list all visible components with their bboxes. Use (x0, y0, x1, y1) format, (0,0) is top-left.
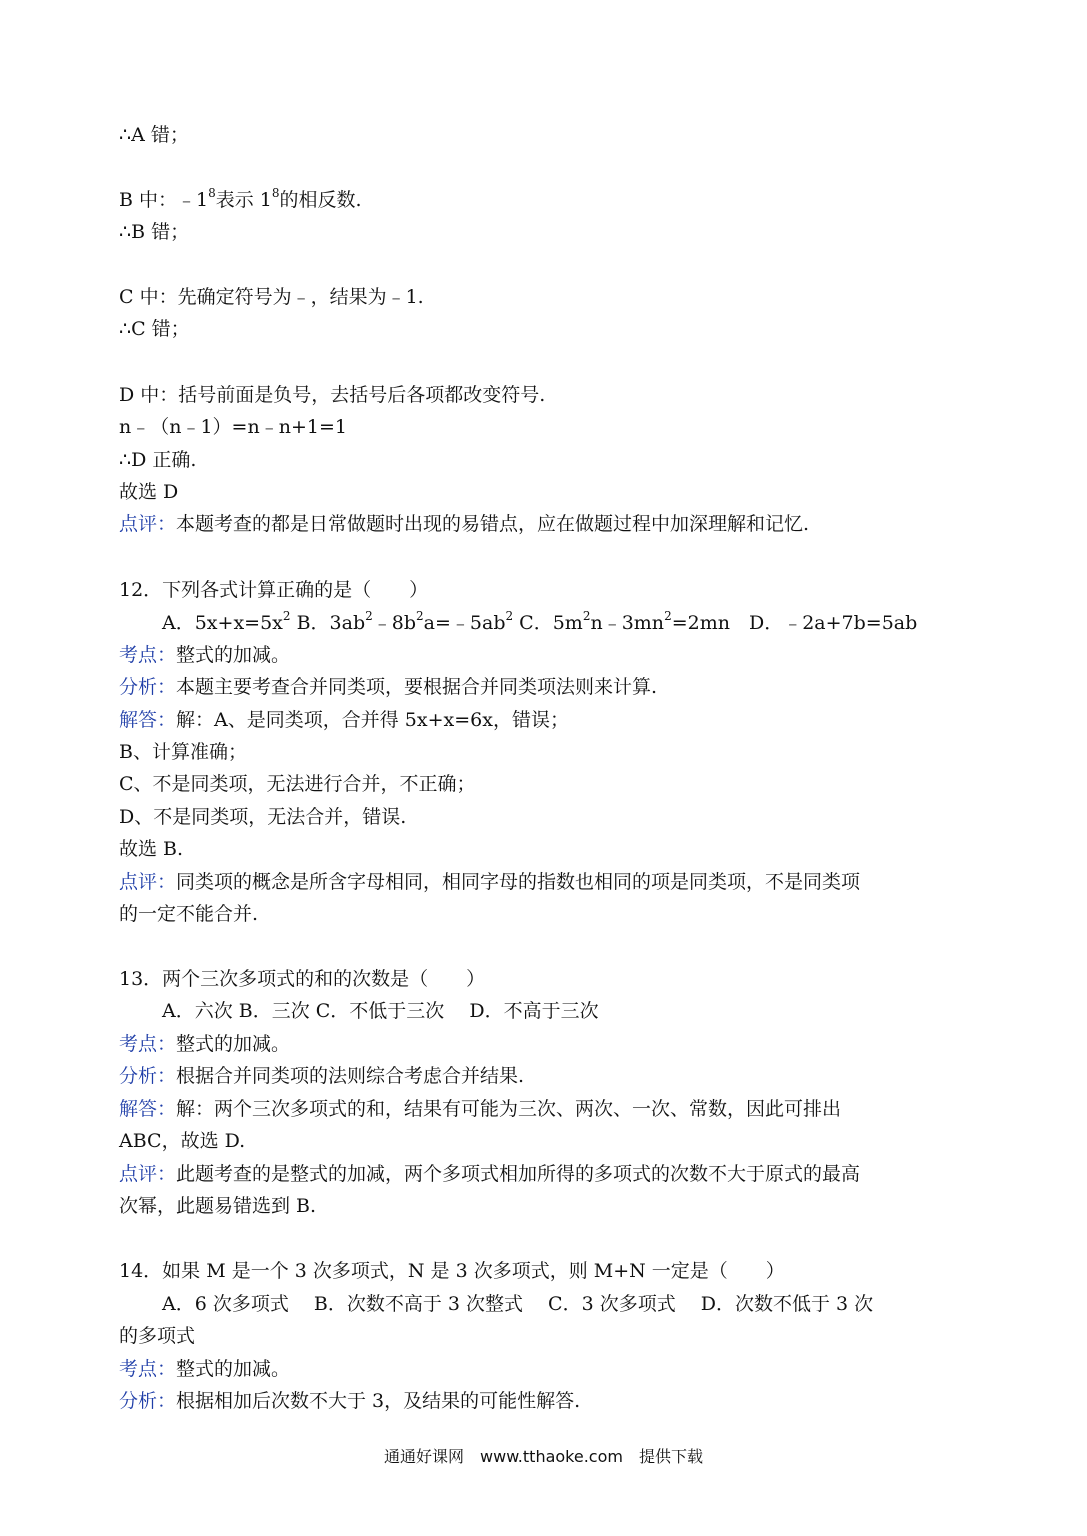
q13-comment-cont: 次幂，此题易错选到 B. (119, 1195, 317, 1217)
q13-stem: 13．两个三次多项式的和的次数是（ ） (119, 968, 486, 990)
q13-jieda: 解答：解：两个三次多项式的和，结果有可能为三次、两次、一次、常数，因此可排出 (119, 1098, 842, 1120)
q12-line-b: B、计算准确； (119, 741, 247, 763)
q11-d-calc: n﹣（n﹣1）=n﹣n+1=1 (119, 416, 347, 438)
q11-comment: 点评：本题考查的都是日常做题时出现的易错点，应在做题过程中加深理解和记忆. (119, 513, 810, 535)
q11-b-wrong: ∴B 错； (119, 221, 190, 243)
q13-fenxi: 分析：根据合并同类项的法则综合考虑合并结果. (119, 1065, 525, 1087)
q12-comment-cont: 的一定不能合并. (119, 903, 259, 925)
q12-options: A．$5x+x=5x^2$ B．$3ab^2﹣8b^2a=﹣5ab^2$ C．$5m^2n﹣3mn^2=2mn$ D．﹣2a+7b=5ab (162, 608, 918, 634)
q12-line-d: D、不是同类项，无法合并，错误. (119, 806, 407, 828)
q12-fenxi: 分析：本题主要考查合并同类项，要根据合并同类项法则来计算. (119, 676, 658, 698)
q13-options: A．六次 B．三次 C．不低于三次 D．不高于三次 (162, 1000, 599, 1022)
q12-line-c: C、不是同类项，无法进行合并，不正确； (119, 773, 476, 795)
q11-c-explain: C 中：先确定符号为﹣，结果为﹣1. (119, 286, 424, 308)
q11-a-wrong: ∴A 错； (119, 124, 189, 146)
q14-options-cont: 的多项式 (119, 1325, 196, 1347)
page-footer: 通通好课网 www.tthaoke.com 提供下载 (384, 1447, 703, 1466)
q12-kaodian: 考点：整式的加减。 (119, 644, 291, 666)
q14-options: A．6 次多项式 B．次数不高于 3 次整式 C．3 次多项式 D．次数不低于 3 次 (162, 1293, 874, 1315)
q12-jieda: 解答：解：A、是同类项，合并得 5x+x=6x，错误； (119, 709, 569, 731)
q14-fenxi: 分析：根据相加后次数不大于 3，及结果的可能性解答. (119, 1390, 581, 1412)
q12-choose: 故选 B. (119, 838, 184, 860)
q13-jieda-cont: ABC，故选 D. (119, 1130, 246, 1152)
q11-choose: 故选 D (119, 481, 179, 503)
q13-kaodian: 考点：整式的加减。 (119, 1033, 291, 1055)
q11-b-explain: B 中：$﹣1^8$表示 $1^8$的相反数. (119, 185, 362, 211)
q13-comment: 点评：此题考查的是整式的加减，两个多项式相加所得的多项式的次数不大于原式的最高 (119, 1163, 861, 1185)
q14-kaodian: 考点：整式的加减。 (119, 1358, 291, 1380)
comment-label: 点评： (119, 513, 177, 535)
q11-c-wrong: ∴C 错； (119, 318, 190, 340)
q11-d-right: ∴D 正确. (119, 449, 197, 471)
q11-d-explain: D 中：括号前面是负号，去括号后各项都改变符号. (119, 384, 546, 406)
q12-comment: 点评：同类项的概念是所含字母相同，相同字母的指数也相同的项是同类项，不是同类项 (119, 871, 861, 893)
q14-stem: 14．如果 M 是一个 3 次多项式，N 是 3 次多项式，则 M+N 一定是（ ） (119, 1260, 785, 1282)
q12-stem: 12．下列各式计算正确的是（ ） (119, 579, 429, 601)
